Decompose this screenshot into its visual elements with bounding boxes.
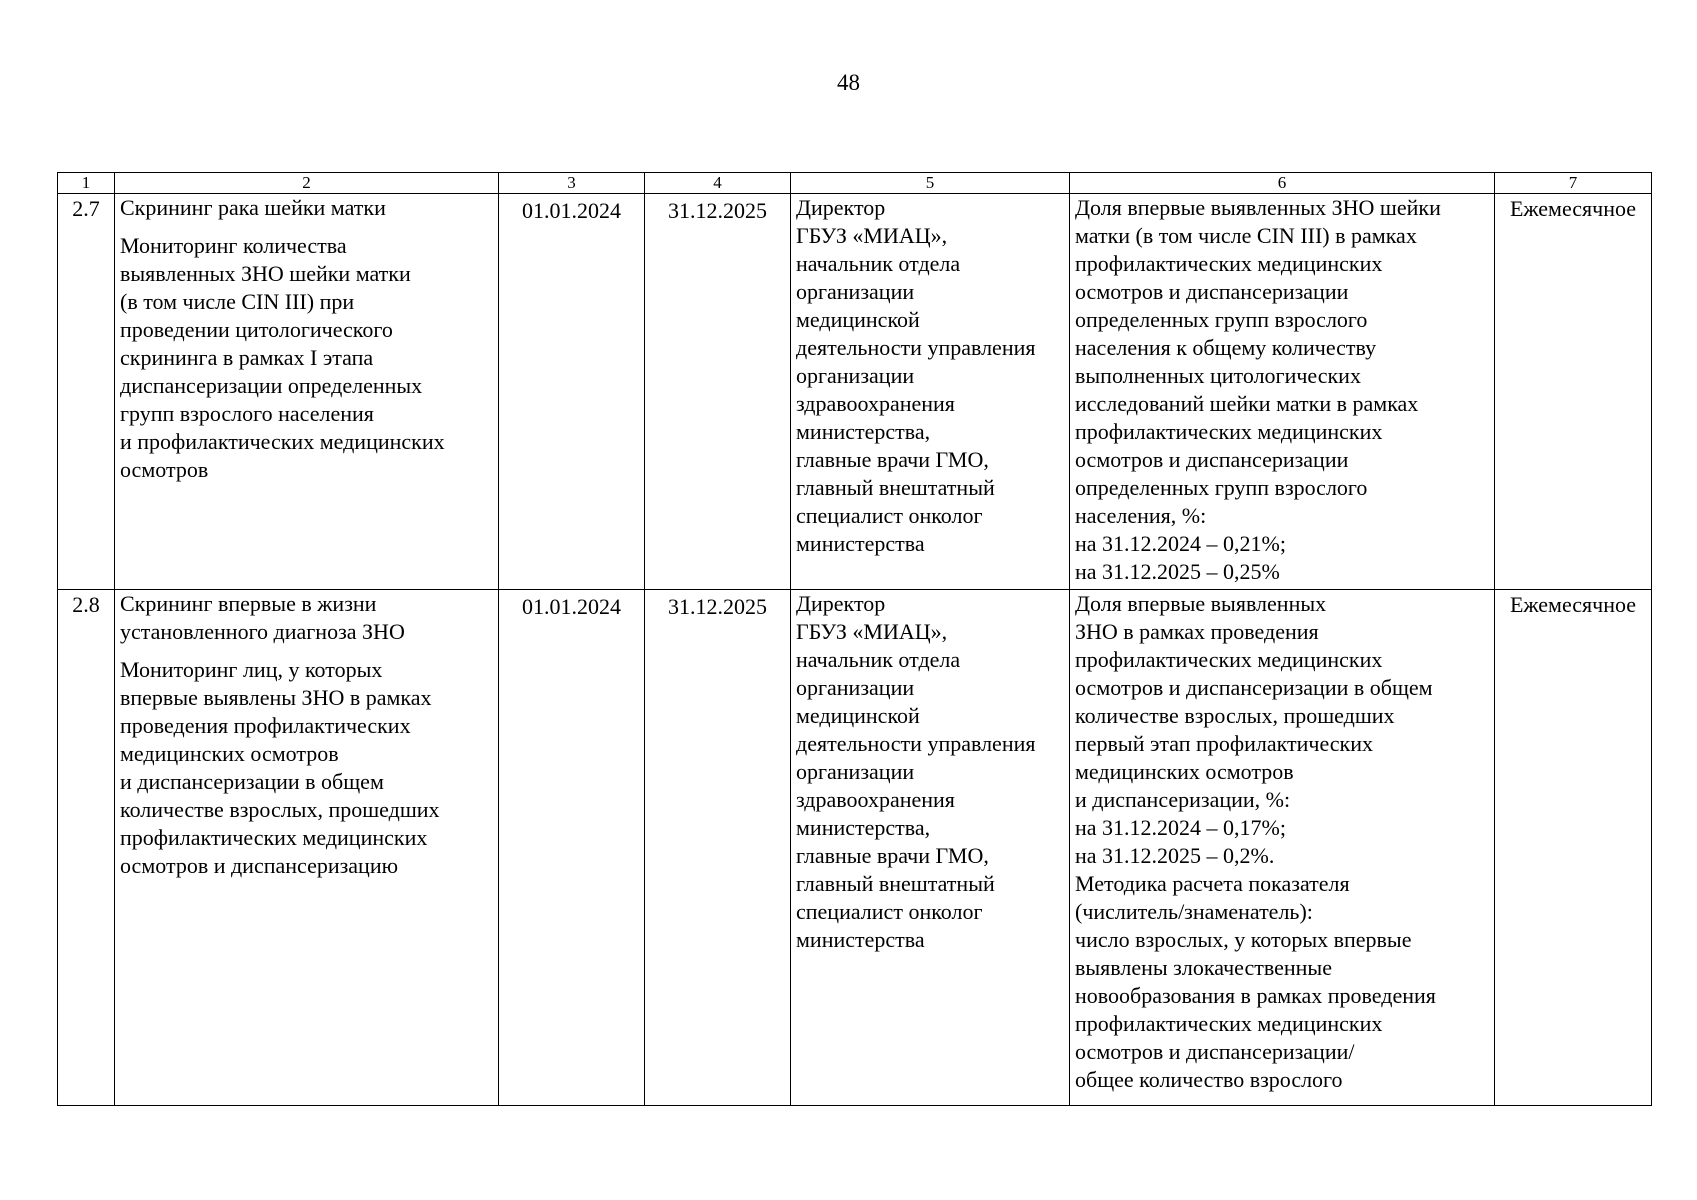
column-number-row [58, 173, 1652, 194]
column-number: 6 [1070, 173, 1495, 194]
indicator-cell: Доля впервые выявленных ЗНО шейки матки (в том числе CIN III) в рамках профилактических медицинских осмотров и диспансеризации определенных групп взрослого населения к общему количеству выполненных цитологических исследований шейки матки в рамках профилактических медицинских осмотров и диспансеризации определенных групп взрослого населения, %: на 31.12.2024 – 0,21%; на 31.12.2025 – 0,25% [1070, 194, 1495, 590]
column-number: 3 [499, 173, 645, 194]
measure-cell [115, 590, 499, 1106]
start-date: 01.01.2024 [499, 590, 645, 1106]
responsible-cell: Директор ГБУЗ «МИАЦ», начальник отдела организации медицинской деятельности управления организации здравоохранения министерства, главные врачи ГМО, главный внештатный специалист онколог министерства [791, 590, 1070, 1106]
end-date: 31.12.2025 [645, 590, 791, 1106]
column-number: 4 [645, 173, 791, 194]
start-date: 01.01.2024 [499, 194, 645, 590]
table-row [58, 194, 1652, 590]
measure-title: Скрининг рака шейки матки [120, 195, 386, 220]
measure-title: Скрининг впервые в жизни установленного диагноза ЗНО [120, 591, 405, 644]
measure-cell [115, 194, 499, 590]
column-number: 1 [58, 173, 115, 194]
column-number: 7 [1495, 173, 1652, 194]
frequency: Ежемесячное [1495, 590, 1652, 1106]
column-number: 5 [791, 173, 1070, 194]
column-number: 2 [115, 173, 499, 194]
item-number: 2.8 [58, 590, 115, 1106]
indicator-cell: Доля впервые выявленных ЗНО в рамках проведения профилактических медицинских осмотров и диспансеризации в общем количестве взрослых, прошедших первый этап профилактических медицинских осмотров и диспансеризации, %: на 31.12.2024 – 0,17%; на 31.12.2025 – 0,2%. Методика расчета показателя (числитель/знаменатель): число взрослых, у которых впервые выявлены злокачественные новообразования в рамках проведения профилактических медицинских осмотров и диспансеризации/ общее количество взрослого [1070, 590, 1495, 1106]
table-row [58, 590, 1652, 1106]
measure-description: Мониторинг лиц, у которых впервые выявлены ЗНО в рамках проведения профилактических медицинских осмотров и диспансеризации в общем количестве взрослых, прошедших профилактических медицинских осмотров и диспансеризацию [120, 657, 440, 878]
frequency: Ежемесячное [1495, 194, 1652, 590]
item-number: 2.7 [58, 194, 115, 590]
measures-table [57, 172, 1652, 1106]
measure-description: Мониторинг количества выявленных ЗНО шейки матки (в том числе CIN III) при проведении цитологического скрининга в рамках I этапа диспансеризации определенных групп взрослого населения и профилактических медицинских осмотров [120, 233, 445, 482]
page-number: 48 [837, 70, 860, 95]
end-date: 31.12.2025 [645, 194, 791, 590]
responsible-cell: Директор ГБУЗ «МИАЦ», начальник отдела организации медицинской деятельности управления организации здравоохранения министерства, главные врачи ГМО, главный внештатный специалист онколог министерства [791, 194, 1070, 590]
